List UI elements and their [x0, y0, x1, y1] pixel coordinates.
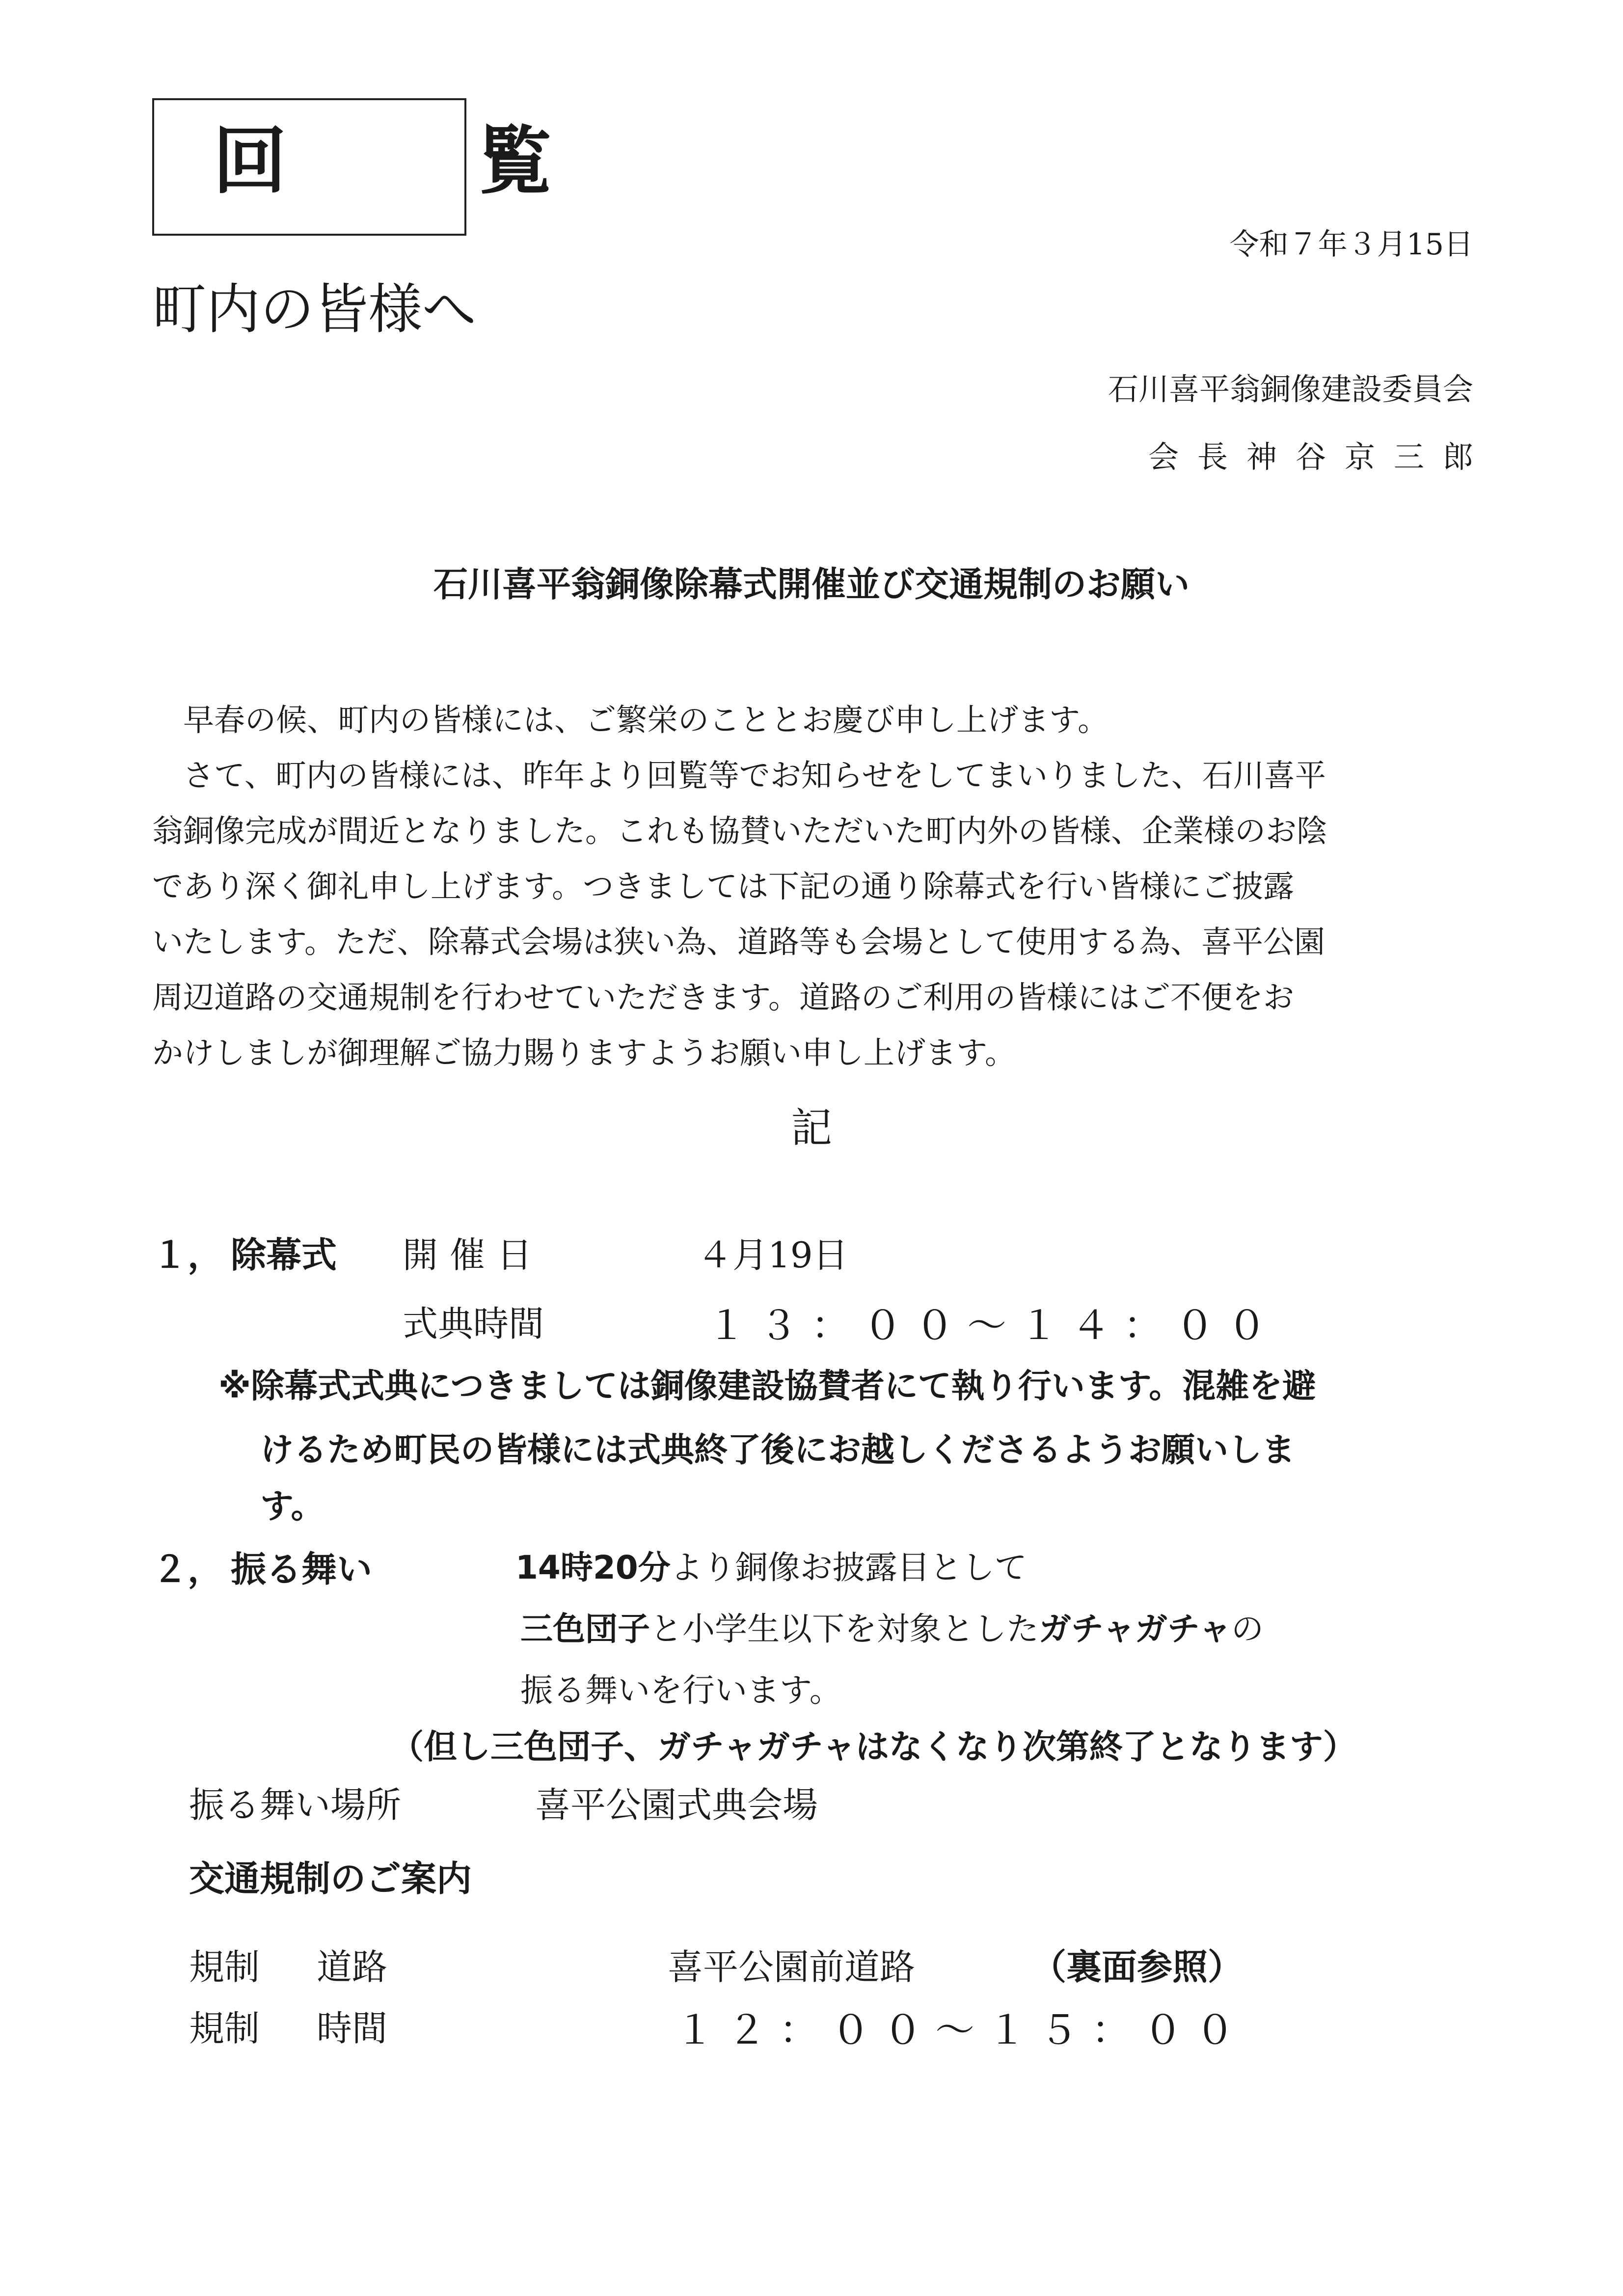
traffic-heading: 交通規制のご案内: [189, 1858, 472, 1899]
event-date-value: ４月19日: [697, 1234, 848, 1276]
ceremony-note-line: ※除幕式式典につきましては銅像建設協賛者にて執り行います。混雑を避: [218, 1367, 1316, 1406]
document-title: 石川喜平翁銅像除幕式開催並び交通規制のお願い: [433, 564, 1190, 604]
addressee: 町内の皆様へ: [152, 278, 476, 341]
event-date-label: 開催日: [403, 1234, 544, 1276]
time-label-b: 時間: [317, 2008, 388, 2049]
treat-line-1-rest: より銅像お披露目として: [670, 1549, 1027, 1586]
road-reference: （裏面参照）: [1031, 1946, 1244, 1988]
body-line: であり深く御礼申し上げます。つきましては下記の通り除幕式を行い皆様にご披露: [152, 869, 1294, 904]
body-line: 周辺道路の交通規制を行わせていただきます。道路のご利用の皆様にはご不便をお: [152, 980, 1294, 1015]
treat-line-1: [515, 1549, 1027, 1586]
body-line: 翁銅像完成が間近となりました。これも協賛いただいた町内外の皆様、企業様のお陰: [152, 813, 1327, 849]
treat-line-3: 振る舞いを行います。: [520, 1671, 842, 1709]
document-date: 令和７年３月15日: [1229, 227, 1473, 262]
body-line: かけしましが御理解ご協力賜りますようお願い申し上げます。: [152, 1035, 1016, 1071]
body-paragraph: [152, 692, 1473, 1081]
body-line: 早春の候、町内の皆様には、ご繁栄のこととお慶び申し上げます。: [152, 702, 1109, 738]
circular-stamp-box: [152, 98, 611, 236]
time-label-a: 規制: [189, 2008, 260, 2049]
notice-marker: 記: [790, 1104, 832, 1152]
item-2-label: 振る舞い: [231, 1549, 373, 1590]
body-line: いたします。ただ、除幕式会場は狭い為、道路等も会場として使用する為、喜平公園: [152, 924, 1325, 960]
ceremony-time-label: 式典時間: [403, 1303, 544, 1344]
ceremony-note-line: す。: [260, 1487, 325, 1526]
road-label-a: 規制: [189, 1946, 260, 1988]
treat-gacha: ガチャガチャ: [1039, 1610, 1232, 1648]
treat-note: （但し三色団子、ガチャガチャはなくなり次第終了となります）: [390, 1728, 1356, 1767]
item-2-number: ２，: [152, 1549, 223, 1590]
treat-dango: 三色団子: [520, 1610, 650, 1648]
item-1-number: １，: [152, 1234, 223, 1276]
treat-line-2: [520, 1610, 1264, 1648]
circular-label: 回 覧: [213, 119, 611, 204]
venue-value: 喜平公園式典会場: [535, 1784, 818, 1826]
road-value: 喜平公園前道路: [668, 1946, 916, 1988]
item-1-label: 除幕式: [231, 1234, 337, 1276]
regulation-time-value: １２：００〜１５：００: [675, 2007, 1247, 2053]
sender-organization: 石川喜平翁銅像建設委員会: [1108, 371, 1473, 407]
treat-line-2-end: の: [1231, 1610, 1264, 1648]
treat-time: 14時20分: [515, 1549, 671, 1586]
sender-name: 会長神谷京三郎: [1148, 439, 1492, 475]
body-line: さて、町内の皆様には、昨年より回覧等でお知らせをしてまいりました、石川喜平: [152, 758, 1326, 793]
ceremony-time-value: １３：００〜１４：００: [707, 1303, 1279, 1348]
ceremony-note-line: けるため町民の皆様には式典終了後にお越しくださるようお願いしま: [260, 1431, 1296, 1470]
venue-label: 振る舞い場所: [189, 1784, 402, 1826]
road-label-b: 道路: [317, 1946, 388, 1988]
treat-line-2-mid: と小学生以下を対象とした: [650, 1610, 1039, 1648]
